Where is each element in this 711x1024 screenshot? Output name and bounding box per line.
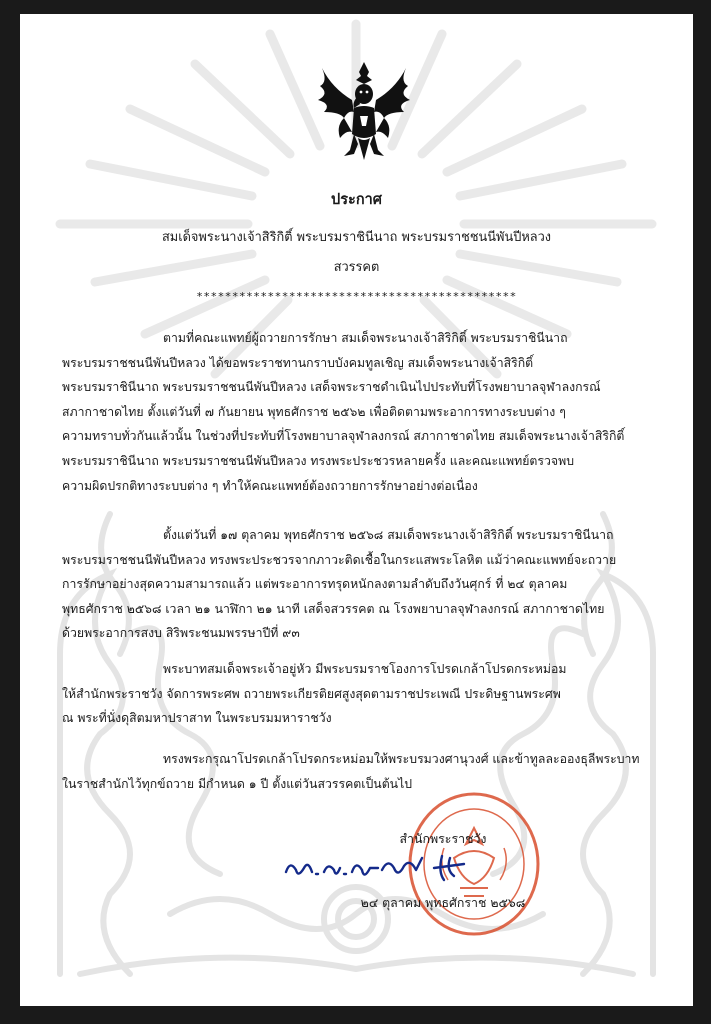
paragraph-2 [62,523,662,646]
paragraph-line: พระบรมราชชนนีพันปีหลวง ได้ขอพระราชทานกราบบังคมทูลเชิญ สมเด็จพระนางเจ้าสิริกิติ์ [62,355,534,370]
paragraph-line: พระบรมราชินีนาถ พระบรมราชชนนีพันปีหลวง ทรงพระประชวรหลายครั้ง และคณะแพทย์ตรวจพบ [62,453,575,468]
paragraph-line: พระบรมราชินีนาถ พระบรมราชชนนีพันปีหลวง เสด็จพระราชดำเนินไปประทับที่โรงพยาบาลจุฬาลงกรณ์ [62,380,601,395]
announcement-page [20,14,693,1006]
paragraph-1 [62,326,662,498]
signature-icon [282,850,482,886]
paragraph-line: พุทธศักราช ๒๕๖๘ เวลา ๒๑ นาฬิกา ๒๑ นาที เสด็จสวรรคต ณ โรงพยาบาลจุฬาลงกรณ์ สภากาชาดไทย [62,601,605,616]
paragraph-3 [62,657,662,731]
paragraph-line: ทรงพระกรุณาโปรดเกล้าโปรดกระหม่อมให้พระบรมวงศานุวงศ์ และข้าทูลละอองธุลีพระบาท [163,752,640,766]
paragraph-line: พระบรมราชชนนีพันปีหลวง ทรงพระประชวรจากภาวะติดเชื้อในกระแสพระโลหิต แม้ว่าคณะแพทย์จะถวาย [62,552,617,567]
issue-date: ๒๔ ตุลาคม พุทธศักราช ๒๕๖๘ [360,895,526,911]
paragraph-4 [62,747,662,796]
paragraph-line: ความทราบทั่วกันแล้วนั้น ในช่วงที่ประทับที่โรงพยาบาลจุฬาลงกรณ์ สภากาชาดไทย สมเด็จพระนางเจ้าสิริกิติ์ [62,429,625,444]
announcement-subject: สมเด็จพระนางเจ้าสิริกิติ์ พระบรมราชินีนาถ พระบรมราชชนนีพันปีหลวง [161,230,552,245]
announcement-heading: ประกาศ [331,191,382,208]
paragraph-line: พระบาทสมเด็จพระเจ้าอยู่หัว มีพระบรมราชโองการโปรดเกล้าโปรดกระหม่อม [163,662,567,676]
paragraph-line: ความผิดปรกติทางระบบต่าง ๆ ทำให้คณะแพทย์ต้องถวายการรักษาอย่างต่อเนื่อง [62,478,478,493]
announcement-subject-line2: สวรรคต [333,260,380,275]
paragraph-line: การรักษาอย่างสุดความสามารถแล้ว แต่พระอาการทรุดหนักลงตามลำดับถึงวันศุกร์ ที่ ๒๔ ตุลาคม [62,577,568,592]
paragraph-line: ณ พระที่นั่งดุสิตมหาปราสาท ในพระบรมมหาราชวัง [62,711,332,726]
paragraph-line: ในราชสำนักไว้ทุกข์ถวาย มีกำหนด ๑ ปี ตั้งแต่วันสวรรคตเป็นต้นไป [62,776,413,791]
garuda-emblem-icon [314,60,414,164]
paragraph-line: สภากาชาดไทย ตั้งแต่วันที่ ๗ กันยายน พุทธศักราช ๒๕๖๒ เพื่อติดตามพระอาการทางระบบต่าง ๆ [62,404,566,419]
paragraph-line: ตามที่คณะแพทย์ผู้ถวายการรักษา สมเด็จพระนางเจ้าสิริกิติ์ พระบรมราชินีนาถ [163,331,568,345]
issuing-office: สำนักพระราชวัง [399,831,487,847]
paragraph-line: ตั้งแต่วันที่ ๑๗ ตุลาคม พุทธศักราช ๒๕๖๘ สมเด็จพระนางเจ้าสิริกิติ์ พระบรมราชินีนาถ [163,528,614,542]
paragraph-line: ให้สำนักพระราชวัง จัดการพระศพ ถวายพระเกียรติยศสูงสุดตามราชประเพณี ประดิษฐานพระศพ [62,686,561,701]
paragraph-line: ด้วยพระอาการสงบ สิริพระชนมพรรษาปีที่ ๙๓ [62,626,300,641]
separator-line: ********************************************* [196,290,517,303]
